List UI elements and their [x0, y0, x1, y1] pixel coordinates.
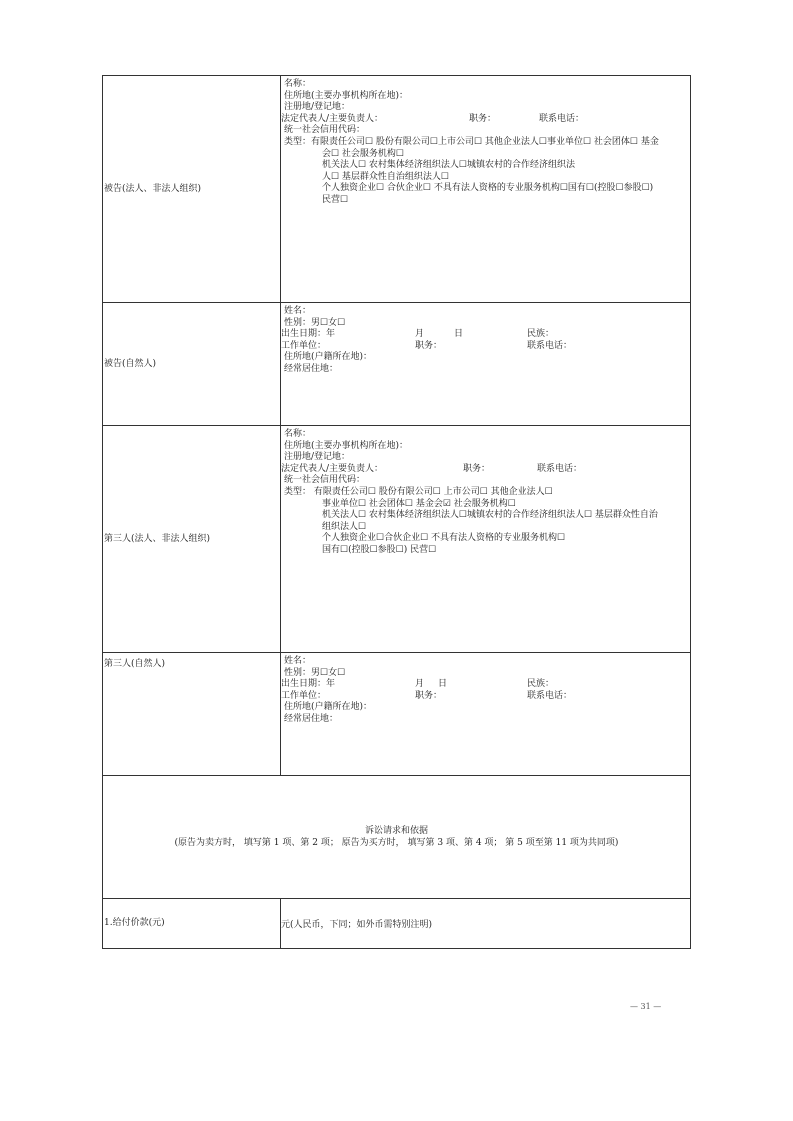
- org-type-line[interactable]: 类型：有限责任公司☐ 股份有限公司☐上市公司☐ 其他企业法人☐事业单位☐ 社会团体☐ 基金: [284, 136, 659, 147]
- payment-row: [103, 899, 691, 949]
- tp-org-type-line[interactable]: 机关法人☐ 农村集体经济组织法人☐城镇农村的合作经济组织法人☐ 基层群众性自治: [322, 510, 658, 521]
- tp-org-legal-rep-field[interactable]: 法定代表人/主要负责人：: [281, 463, 384, 474]
- org-type-line[interactable]: 机关法人☐ 农村集体经济组织法人☐城镇农村的合作经济组织法: [322, 160, 575, 171]
- org-type-line[interactable]: 会☐ 社会服务机构☐: [322, 148, 404, 159]
- tp-person-domicile-field[interactable]: 住所地(户籍所在地)：: [284, 702, 373, 713]
- payment-value[interactable]: 元(人民币，下同；如外币需特别注明): [281, 899, 691, 949]
- tp-org-phone-field[interactable]: 联系电话：: [537, 463, 583, 474]
- claims-title: 诉讼请求和依据: [364, 826, 428, 836]
- third-party-person-label: 第三人(自然人): [103, 653, 281, 776]
- tp-person-day-label: 日: [438, 679, 448, 690]
- defendant-person-content: [281, 303, 691, 426]
- tp-org-position-field[interactable]: 职务：: [463, 463, 491, 474]
- third-party-person-row: [103, 653, 691, 776]
- tp-person-work-row: [281, 691, 690, 703]
- defendant-org-content: [281, 76, 691, 303]
- person-gender-field[interactable]: 性别：男☐女☐: [284, 317, 346, 328]
- org-domicile-field[interactable]: 住所地(主要办事机构所在地)：: [284, 90, 409, 101]
- claims-row: [103, 776, 691, 899]
- person-ethnicity-field[interactable]: 民族：: [527, 329, 555, 340]
- claims-note: (原告为卖方时， 填写第 1 项、第 2 项； 原告为买方时， 填写第 3 项、第 4 项； 第 5 项至第 11 项为共同项): [174, 838, 619, 848]
- person-residence-field[interactable]: 经常居住地：: [284, 363, 339, 374]
- lawsuit-form-table: [102, 75, 691, 949]
- tp-person-birth-field[interactable]: 出生日期：年: [281, 679, 336, 690]
- tp-person-month-label: 月: [415, 679, 425, 690]
- person-position-field[interactable]: 职务：: [415, 340, 443, 351]
- third-party-person-content: [281, 653, 691, 776]
- third-party-org-content: [281, 426, 691, 653]
- person-day-label: 日: [454, 329, 464, 340]
- tp-person-name-field[interactable]: 姓名：: [284, 656, 312, 666]
- org-reg-place-field[interactable]: 注册地/登记地：: [284, 102, 351, 113]
- person-work-row: [281, 341, 690, 353]
- tp-org-reg-place-field[interactable]: 注册地/登记地：: [284, 452, 351, 463]
- person-month-label: 月: [415, 329, 425, 340]
- defendant-person-label: 被告(自然人): [103, 303, 281, 426]
- org-name-field[interactable]: 名称：: [284, 79, 312, 89]
- org-type-line[interactable]: 个人独资企业☐ 合伙企业☐ 不具有法人资格的专业服务机构☐国有☐(控股☐参股☐): [322, 183, 654, 194]
- tp-person-residence-field[interactable]: 经常居住地：: [284, 713, 339, 724]
- payment-label: 1.给付价款(元): [103, 899, 281, 949]
- tp-org-credit-code-field[interactable]: 统一社会信用代码：: [284, 475, 366, 486]
- person-name-field[interactable]: 姓名：: [284, 306, 312, 316]
- tp-org-type-line[interactable]: 国有☐(控股☐参股☐) 民营☐: [322, 544, 437, 555]
- tp-person-ethnicity-field[interactable]: 民族：: [527, 679, 555, 690]
- page-number: — 31 —: [630, 1002, 662, 1011]
- tp-person-gender-field[interactable]: 性别：男☐女☐: [284, 667, 346, 678]
- tp-person-birth-row: [281, 679, 690, 691]
- tp-person-phone-field[interactable]: 联系电话：: [527, 690, 573, 701]
- person-phone-field[interactable]: 联系电话：: [527, 340, 573, 351]
- tp-person-position-field[interactable]: 职务：: [415, 690, 443, 701]
- tp-org-type-line[interactable]: 类型： 有限责任公司☐ 股份有限公司☐ 上市公司☐ 其他企业法人☐: [284, 486, 553, 497]
- org-type-line[interactable]: 人☐ 基层群众性自治组织法人☐: [322, 171, 449, 182]
- person-domicile-field[interactable]: 住所地(户籍所在地)：: [284, 352, 373, 363]
- person-birth-row: [281, 329, 690, 341]
- org-legal-rep-row: [281, 114, 690, 126]
- person-birth-field[interactable]: 出生日期：年: [281, 329, 336, 340]
- org-legal-rep-field[interactable]: 法定代表人/主要负责人：: [281, 113, 384, 124]
- tp-person-work-field[interactable]: 工作单位：: [281, 690, 327, 701]
- person-work-field[interactable]: 工作单位：: [281, 340, 327, 351]
- tp-org-type-line[interactable]: 组织法人☐: [322, 521, 367, 532]
- org-credit-code-field[interactable]: 统一社会信用代码：: [284, 125, 366, 136]
- third-party-org-label: 第三人(法人、非法人组织): [103, 426, 281, 653]
- defendant-org-label: 被告(法人、非法人组织): [103, 76, 281, 303]
- defendant-org-row: [103, 76, 691, 303]
- tp-org-type-line[interactable]: 事业单位☐ 社会团体☐ 基金会☑ 社会服务机构☐: [322, 498, 516, 509]
- defendant-person-row: [103, 303, 691, 426]
- third-party-org-row: [103, 426, 691, 653]
- tp-org-type-line[interactable]: 个人独资企业☐合伙企业☐ 不具有法人资格的专业服务机构☐: [322, 533, 566, 544]
- claims-header-cell: [103, 776, 691, 899]
- org-position-field[interactable]: 职务：: [469, 113, 497, 124]
- tp-org-domicile-field[interactable]: 住所地(主要办事机构所在地)：: [284, 440, 409, 451]
- tp-org-legal-rep-row: [281, 464, 690, 476]
- org-phone-field[interactable]: 联系电话：: [539, 113, 585, 124]
- tp-org-name-field[interactable]: 名称：: [284, 429, 312, 439]
- org-type-line[interactable]: 民营☐: [322, 194, 349, 205]
